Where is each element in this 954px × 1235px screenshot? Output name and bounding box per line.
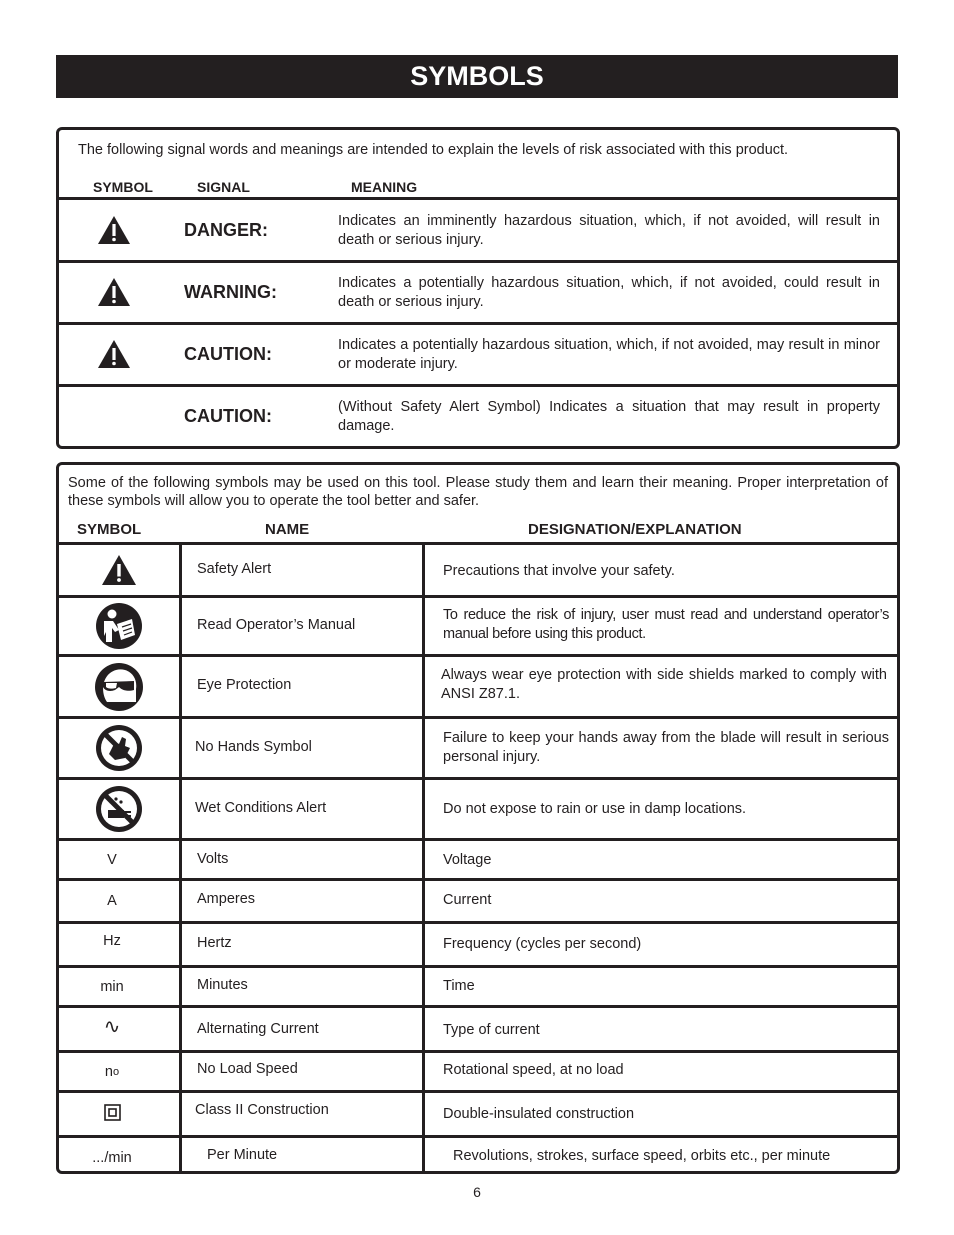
table-row (59, 1135, 897, 1174)
symbol-explanation: Frequency (cycles per second) (443, 936, 642, 952)
symbol-name: No Hands Symbol (195, 739, 312, 755)
symbol-name: Eye Protection (197, 677, 292, 693)
symbol-name: Hertz (197, 935, 232, 951)
symbol-text: V (107, 851, 117, 868)
table-row (59, 595, 897, 654)
page-number: 6 (473, 1184, 481, 1200)
symbol-name: Safety Alert (197, 561, 272, 577)
table-row (59, 777, 897, 838)
signal-header-meaning: MEANING (351, 179, 418, 195)
symbol-explanation: Current (443, 892, 492, 908)
table-row (59, 965, 897, 1005)
signal-row-caution-property (59, 384, 897, 446)
symbol-explanation: Rotational speed, at no load (443, 1062, 624, 1078)
wet-conditions-icon (95, 785, 143, 833)
signal-word-caution-property: CAUTION: (184, 406, 272, 426)
symbol-header-name: NAME (265, 521, 310, 538)
signal-meaning-caution: Indicates a potentially hazardous situation, which, if not avoided, may result in minor or moderate injury. (338, 337, 880, 372)
table-row (59, 716, 897, 777)
symbol-explanation: Time (443, 978, 475, 994)
signal-meaning-warning: Indicates a potentially hazardous situation, which, if not avoided, could result in death or serious injury. (338, 275, 880, 310)
table-row (59, 838, 897, 878)
symbol-header-explanation: DESIGNATION/EXPLANATION (528, 521, 742, 538)
signal-meaning-caution-property: (Without Safety Alert Symbol) Indicates a situation that may result in property damage. (338, 399, 880, 434)
symbol-name: Wet Conditions Alert (195, 800, 327, 816)
symbol-name: No Load Speed (197, 1061, 298, 1077)
no-hands-icon (95, 724, 143, 772)
symbol-name: Class II Construction (195, 1102, 329, 1118)
symbol-subscript: o (112, 1065, 120, 1078)
symbol-explanation: Do not expose to rain or use in damp locations. (443, 801, 747, 817)
symbol-explanation: Double-insulated construction (443, 1106, 635, 1122)
signal-word-warning: WARNING: (184, 282, 277, 302)
table-row (59, 1005, 897, 1050)
warning-triangle-icon (97, 339, 131, 369)
symbol-text: min (100, 978, 124, 995)
symbol-explanation: Voltage (443, 852, 492, 868)
table-row (59, 654, 897, 716)
signal-word-caution: CAUTION: (184, 344, 272, 364)
symbol-header-symbol: SYMBOL (77, 521, 142, 538)
signal-word-danger: DANGER: (184, 220, 268, 240)
table-row (59, 1050, 897, 1090)
warning-triangle-icon (97, 215, 131, 245)
symbol-explanation: Type of current (443, 1022, 540, 1038)
symbol-name: Amperes (197, 891, 256, 907)
symbol-name: Volts (197, 851, 229, 867)
symbol-text: n (104, 1063, 113, 1080)
signal-row-danger (59, 197, 897, 260)
warning-triangle-icon (97, 277, 131, 307)
symbol-explanation: Precautions that involve your safety. (443, 563, 675, 579)
symbol-text: A (107, 893, 117, 909)
signal-row-warning (59, 260, 897, 322)
table-row (59, 542, 897, 595)
table-row (59, 878, 897, 921)
symbol-explanation: Revolutions, strokes, surface speed, orbits etc., per minute (453, 1148, 831, 1164)
eye-protection-icon (94, 662, 144, 712)
symbol-text: .../min (92, 1149, 132, 1166)
signal-words-box (56, 127, 900, 449)
signal-row-caution (59, 322, 897, 384)
symbol-name: Minutes (197, 977, 248, 993)
warning-triangle-icon (101, 554, 137, 586)
symbol-text: ∿ (103, 1015, 121, 1038)
symbol-explanation: Failure to keep your hands away from the blade will result in serious personal injury. (443, 730, 889, 765)
symbols-box (56, 462, 900, 1174)
table-row (59, 1090, 897, 1135)
read-manual-icon (95, 602, 143, 650)
page-title: SYMBOLS (56, 55, 898, 98)
signal-header-signal: SIGNAL (197, 179, 250, 195)
symbol-explanation: To reduce the risk of injury, user must read and understand operator’s manual before using this product. (443, 607, 889, 642)
table-row (59, 921, 897, 965)
symbol-text: Hz (103, 932, 121, 949)
signal-meaning-danger: Indicates an imminently hazardous situation, which, if not avoided, will result in death or serious injury. (338, 213, 880, 248)
signal-header-symbol: SYMBOL (93, 179, 153, 195)
symbol-explanation: Always wear eye protection with side shields marked to comply with ANSI Z87.1. (441, 667, 887, 702)
signal-intro: The following signal words and meanings are intended to explain the levels of risk associated with this product. (78, 142, 789, 158)
symbols-intro: Some of the following symbols may be used on this tool. Please study them and learn their meaning. Proper interpretation of these symbols will allow you to operate the tool better and safer. (68, 475, 888, 509)
symbol-name: Alternating Current (197, 1021, 319, 1037)
symbol-name: Read Operator’s Manual (197, 617, 356, 633)
class-ii-icon (104, 1104, 121, 1121)
symbol-name: Per Minute (207, 1147, 278, 1163)
